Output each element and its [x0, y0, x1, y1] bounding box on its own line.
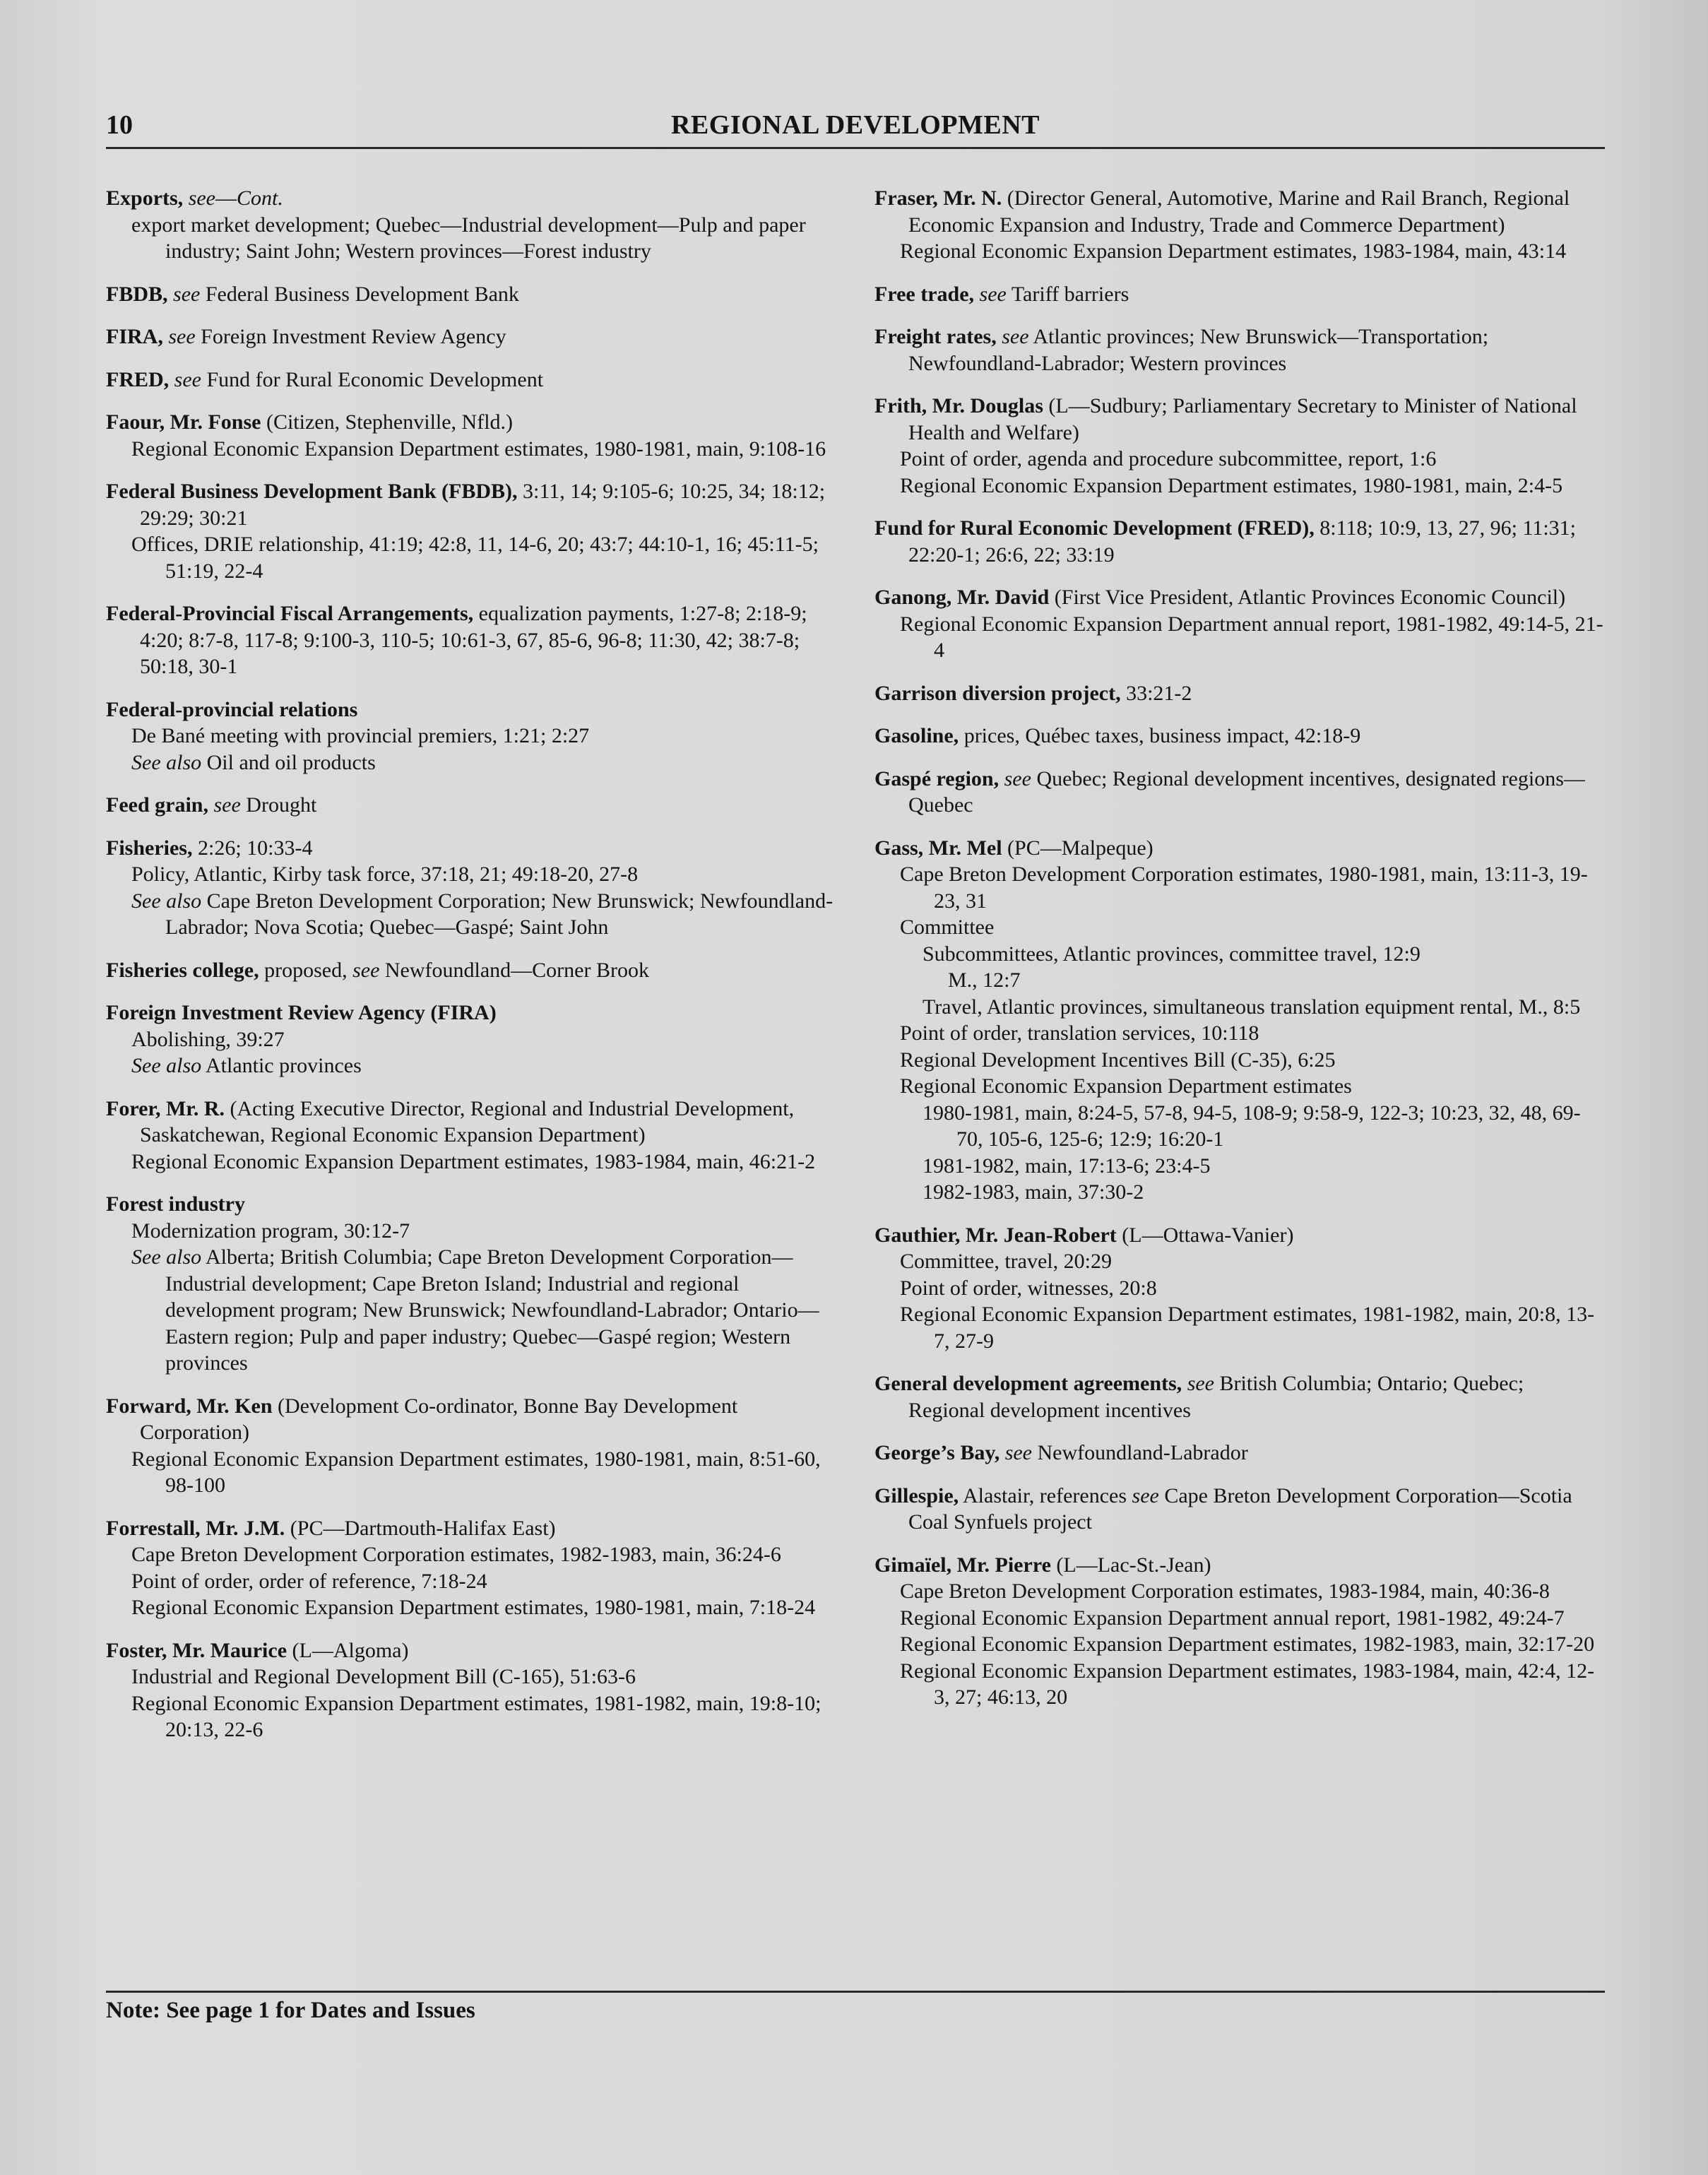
index-entry: [106, 1191, 841, 1377]
index-text: Newfoundland-Labrador: [1032, 1441, 1248, 1464]
index-heading: [106, 835, 841, 862]
index-text: Tariff barriers: [1006, 282, 1129, 306]
cross-reference-label: see: [173, 282, 201, 306]
index-heading: [874, 185, 1606, 238]
index-heading: [106, 478, 841, 531]
index-entry: [874, 835, 1606, 1206]
index-subentry: [106, 723, 841, 749]
index-entry: [874, 584, 1606, 664]
index-text: Newfoundland—Corner Brook: [379, 958, 649, 982]
cross-reference-label: See also: [131, 1054, 202, 1077]
index-term: George’s Bay,: [874, 1441, 1000, 1464]
index-heading: [106, 792, 841, 819]
index-heading: [874, 1552, 1606, 1579]
index-subentry: [106, 749, 841, 776]
index-heading: [874, 584, 1606, 611]
index-subentry: [106, 531, 841, 584]
index-entry: [874, 1222, 1606, 1355]
index-entry: [106, 1000, 841, 1079]
index-entry: [106, 281, 841, 308]
index-text: (L—Lac-St.-Jean): [1050, 1553, 1211, 1577]
index-text: (Director General, Automotive, Marine and Rail Branch, Regional Economic Expansion and Industry, Trade and Commerce Department): [908, 186, 1570, 237]
index-term: Federal-provincial relations: [106, 697, 358, 721]
index-heading: [106, 367, 841, 393]
index-heading: [106, 600, 841, 680]
index-entry: [106, 957, 841, 984]
index-heading: [874, 1483, 1606, 1536]
index-term: FIRA,: [106, 325, 163, 348]
index-text: Oil and oil products: [201, 750, 376, 774]
index-heading: [874, 723, 1606, 749]
index-entry: [106, 367, 841, 393]
index-subentry: [874, 861, 1606, 914]
index-term: Forer, Mr. R.: [106, 1096, 225, 1120]
index-text: Regional Economic Expansion Department annual report, 1981-1982, 49:24-7: [900, 1606, 1565, 1630]
index-text: [183, 186, 189, 210]
index-text: 1982-1983, main, 37:30-2: [923, 1180, 1144, 1204]
cross-reference-label: See also: [131, 1245, 202, 1269]
index-heading: [874, 766, 1606, 819]
index-entry: [874, 1483, 1606, 1536]
index-subentry: [874, 1658, 1606, 1711]
index-subentry: [874, 914, 1606, 941]
index-subentry: [106, 1026, 841, 1053]
index-text: (PC—Malpeque): [1002, 836, 1154, 860]
index-subentry: [874, 1631, 1606, 1658]
index-text: Regional Economic Expansion Department estimates, 1980-1981, main, 2:4-5: [900, 473, 1563, 497]
index-column-right: [874, 185, 1606, 1727]
index-text: British Columbia; Ontario; Quebec; Regional development incentives: [908, 1372, 1524, 1422]
index-entry: [106, 324, 841, 350]
index-term: Gasoline,: [874, 724, 959, 747]
index-subentry: [874, 994, 1606, 1021]
index-heading: [106, 324, 841, 350]
index-text: Cape Breton Development Corporation; New Brunswick; Newfoundland-Labrador; Nova Scotia; Quebec—Gaspé; Saint John: [165, 889, 834, 939]
index-text: 1981-1982, main, 17:13-6; 23:4-5: [923, 1154, 1211, 1178]
index-text: Abolishing, 39:27: [131, 1027, 285, 1051]
index-subentry: [874, 238, 1606, 265]
index-text: Regional Economic Expansion Department estimates, 1981-1982, main, 20:8, 13-7, 27-9: [900, 1303, 1595, 1353]
index-term: Forward, Mr. Ken: [106, 1394, 273, 1418]
index-heading: [874, 515, 1606, 568]
index-entry: [874, 1552, 1606, 1711]
index-subentry: [106, 1244, 841, 1377]
index-subentry: [106, 1690, 841, 1743]
cross-reference-label: see: [213, 793, 241, 817]
index-text: Point of order, agenda and procedure subcommittee, report, 1:6: [900, 447, 1437, 470]
index-text: Regional Economic Expansion Department estimates, 1983-1984, main, 42:4, 12-3, 27; 46:13, 20: [900, 1659, 1595, 1709]
index-text: [974, 283, 980, 306]
index-term: Forest industry: [106, 1192, 245, 1216]
index-text: Industrial and Regional Development Bill (C-165), 51:63-6: [131, 1665, 636, 1688]
index-text: Cape Breton Development Corporation estimates, 1982-1983, main, 36:24-6: [131, 1543, 781, 1566]
index-text: Cape Breton Development Corporation estimates, 1980-1981, main, 13:11-3, 19-23, 31: [900, 863, 1588, 913]
index-subentry: [874, 1073, 1606, 1100]
index-column-left: [106, 185, 841, 1760]
index-text: [1182, 1372, 1187, 1395]
index-subentry: [106, 1541, 841, 1568]
index-text: Fund for Rural Economic Development: [201, 367, 544, 391]
index-heading: [874, 1370, 1606, 1423]
index-heading: [106, 1393, 841, 1446]
index-subentry: [874, 1153, 1606, 1180]
index-subentry: [106, 1594, 841, 1621]
index-term: Faour, Mr. Fonse: [106, 410, 261, 434]
index-text: [169, 368, 174, 391]
index-text: Offices, DRIE relationship, 41:19; 42:8, 11, 14-6, 20; 43:7; 44:10-1, 16; 45:11-5; 51:19, 22-4: [131, 533, 819, 583]
index-text: Drought: [240, 793, 317, 817]
index-subentry: [106, 1053, 841, 1079]
index-text: (L—Sudbury; Parliamentary Secretary to Minister of National Health and Welfare): [908, 394, 1577, 444]
index-heading: [106, 1000, 841, 1026]
index-entry: [874, 1370, 1606, 1423]
index-text: Foreign Investment Review Agency: [195, 325, 506, 348]
index-subentry: [874, 1047, 1606, 1074]
cross-reference-label: see: [188, 186, 215, 210]
cross-reference-label: see: [1187, 1372, 1214, 1395]
index-entry: [106, 1096, 841, 1175]
index-entry: [106, 1637, 841, 1743]
index-subentry: [106, 212, 841, 265]
index-term: Fisheries college,: [106, 958, 259, 982]
index-subentry: [874, 1248, 1606, 1275]
index-heading: [874, 281, 1606, 308]
index-entry: [106, 478, 841, 584]
index-heading: [874, 835, 1606, 862]
page-header: [106, 109, 1605, 146]
index-text: prices, Québec taxes, business impact, 42:18-9: [959, 724, 1361, 747]
index-term: Gaspé region,: [874, 766, 1000, 790]
index-entry: [874, 281, 1606, 308]
index-term: Gimaïel, Mr. Pierre: [874, 1553, 1051, 1577]
cross-reference-label: see: [979, 282, 1007, 306]
index-heading: [106, 1096, 841, 1149]
index-text: (Citizen, Stephenville, Nfld.): [261, 410, 514, 434]
cross-reference-label: see: [1132, 1483, 1159, 1507]
index-heading: [106, 1637, 841, 1664]
index-text: Cape Breton Development Corporation—Scotia Coal Synfuels project: [908, 1483, 1572, 1534]
index-text: [999, 767, 1004, 790]
index-subentry: [106, 888, 841, 941]
index-entry: [106, 600, 841, 680]
index-entry: [106, 835, 841, 941]
index-heading: [874, 324, 1606, 377]
index-heading: [106, 697, 841, 723]
index-text: Atlantic provinces: [201, 1054, 362, 1077]
index-text: Policy, Atlantic, Kirby task force, 37:18, 21; 49:18-20, 27-8: [131, 863, 639, 886]
index-entry: [874, 393, 1606, 499]
index-text: (L—Ottawa-Vanier): [1116, 1223, 1294, 1247]
index-text: Committee: [900, 915, 995, 939]
cross-reference-label: See also: [131, 750, 202, 774]
header-rule: [106, 147, 1605, 149]
index-heading: [874, 1440, 1606, 1466]
index-term: Free trade,: [874, 282, 975, 306]
page-number: 10: [106, 110, 133, 140]
index-term: Fraser, Mr. N.: [874, 186, 1002, 210]
index-text: Modernization program, 30:12-7: [131, 1219, 410, 1243]
index-term: FBDB,: [106, 282, 168, 306]
cross-reference-label: Cont.: [237, 186, 283, 210]
index-text: proposed,: [259, 958, 353, 982]
index-text: —: [215, 186, 237, 210]
index-text: (Acting Executive Director, Regional and Industrial Development, Saskatchewan, Regional Economic Expansion Department): [140, 1096, 795, 1146]
index-text: [168, 283, 174, 306]
index-subentry: [874, 1275, 1606, 1302]
index-text: M., 12:7: [948, 968, 1021, 992]
index-subentry: [874, 1301, 1606, 1354]
index-subentry: [106, 1664, 841, 1690]
index-text: Regional Development Incentives Bill (C-35), 6:25: [900, 1048, 1336, 1072]
index-subentry: [106, 861, 841, 888]
index-heading: [106, 1191, 841, 1218]
index-subentry: [106, 1568, 841, 1595]
index-subentry: [874, 473, 1606, 499]
index-term: Foster, Mr. Maurice: [106, 1638, 287, 1662]
index-text: (PC—Dartmouth-Halifax East): [285, 1516, 556, 1540]
index-text: Quebec; Regional development incentives, designated regions—Quebec: [908, 766, 1585, 817]
running-title: REGIONAL DEVELOPMENT: [670, 110, 1040, 140]
index-heading: [106, 185, 841, 212]
index-subentry: [106, 436, 841, 463]
index-text: Alberta; British Columbia; Cape Breton Development Corporation—Industrial development; Cape Breton Island; Industrial and regional development program; New Brunswick; Newfoundland-Labrador; Ontario—Eastern region; Pulp and paper industry; Quebec—Gaspé region; Western provinces: [165, 1245, 819, 1375]
cross-reference-label: see: [1004, 766, 1031, 790]
index-term: Frith, Mr. Douglas: [874, 394, 1043, 417]
index-text: Regional Economic Expansion Department annual report, 1981-1982, 49:14-5, 21-4: [900, 612, 1603, 662]
index-term: Feed grain,: [106, 793, 208, 817]
index-subentry: [874, 1100, 1606, 1153]
index-text: (First Vice President, Atlantic Provinces Economic Council): [1049, 586, 1566, 609]
index-text: Regional Economic Expansion Department estimates, 1980-1981, main, 8:51-60, 98-100: [131, 1447, 821, 1497]
footer-rule: [106, 1991, 1605, 1993]
index-heading: [106, 957, 841, 984]
index-term: Exports,: [106, 186, 184, 210]
index-term: Gillespie,: [874, 1483, 959, 1507]
index-entry: [106, 697, 841, 776]
index-entry: [106, 792, 841, 819]
index-entry: [874, 723, 1606, 749]
index-text: 3:11, 14; 9:105-6; 10:25, 34; 18:12; 29:29; 30:21: [140, 480, 826, 530]
index-entry: [106, 409, 841, 462]
cross-reference-label: see: [1004, 1441, 1032, 1464]
index-text: 1980-1981, main, 8:24-5, 57-8, 94-5, 108-9; 9:58-9, 122-3; 10:23, 32, 48, 69-70, 105-6, 125-6; 12:9; 16:20-1: [923, 1101, 1581, 1151]
index-entry: [106, 185, 841, 265]
index-subentry: [874, 1179, 1606, 1206]
index-term: Federal-Provincial Fiscal Arrangements,: [106, 602, 474, 625]
index-text: Regional Economic Expansion Department estimates, 1981-1982, main, 19:8-10; 20:13, 22-6: [131, 1691, 822, 1741]
cross-reference-label: see: [168, 325, 196, 348]
index-term: Fund for Rural Economic Development (FRED),: [874, 516, 1315, 540]
index-text: Point of order, witnesses, 20:8: [900, 1276, 1157, 1300]
index-text: De Bané meeting with provincial premiers, 1:21; 2:27: [131, 724, 590, 747]
index-term: Forrestall, Mr. J.M.: [106, 1516, 285, 1540]
index-term: Foreign Investment Review Agency (FIRA): [106, 1001, 497, 1024]
index-term: Gauthier, Mr. Jean-Robert: [874, 1223, 1117, 1247]
index-text: export market development; Quebec—Industrial development—Pulp and paper industry; Saint John; Western provinces—Forest industry: [131, 213, 806, 263]
index-entry: [106, 1393, 841, 1499]
index-text: Regional Economic Expansion Department estimates, 1980-1981, main, 9:108-16: [131, 437, 826, 461]
index-heading: [874, 1222, 1606, 1249]
index-text: Travel, Atlantic provinces, simultaneous translation equipment rental, M., 8:5: [923, 995, 1581, 1019]
index-text: Subcommittees, Atlantic provinces, committee travel, 12:9: [923, 942, 1421, 966]
footer-note: Note: See page 1 for Dates and Issues: [106, 1998, 475, 2023]
index-heading: [874, 393, 1606, 446]
index-heading: [106, 409, 841, 436]
index-subentry: [874, 1605, 1606, 1632]
cross-reference-label: See also: [131, 889, 202, 913]
index-text: Atlantic provinces; New Brunswick—Transportation; Newfoundland-Labrador; Western provinces: [908, 325, 1489, 375]
index-text: 33:21-2: [1120, 681, 1192, 705]
cross-reference-label: see: [1002, 325, 1029, 348]
cross-reference-label: see: [174, 367, 201, 391]
index-text: Point of order, order of reference, 7:18-24: [131, 1569, 487, 1593]
index-text: Committee, travel, 20:29: [900, 1250, 1112, 1273]
index-text: Regional Economic Expansion Department estimates: [900, 1074, 1352, 1098]
index-text: Regional Economic Expansion Department estimates, 1980-1981, main, 7:18-24: [131, 1596, 816, 1619]
index-entry: [874, 185, 1606, 265]
index-entry: [106, 1515, 841, 1621]
index-text: 8:118; 10:9, 13, 27, 96; 11:31; 22:20-1; 26:6, 22; 33:19: [908, 516, 1577, 567]
index-text: equalization payments, 1:27-8; 2:18-9; 4:20; 8:7-8, 117-8; 9:100-3, 110-5; 10:61-3, 67, 85-6, 96-8; 11:30, 42; 38:7-8; 50:18, 30-1: [140, 602, 807, 678]
index-text: Cape Breton Development Corporation estimates, 1983-1984, main, 40:36-8: [900, 1580, 1550, 1603]
index-subentry: [106, 1149, 841, 1175]
index-term: FRED,: [106, 367, 170, 391]
index-term: Gass, Mr. Mel: [874, 836, 1002, 860]
index-text: Regional Economic Expansion Department estimates, 1983-1984, main, 46:21-2: [131, 1149, 816, 1173]
index-entry: [874, 766, 1606, 819]
index-text: [1000, 1441, 1005, 1464]
index-entry: [874, 515, 1606, 568]
index-subentry: [874, 1020, 1606, 1047]
index-heading: [106, 281, 841, 308]
index-text: 2:26; 10:33-4: [192, 836, 313, 860]
index-text: Point of order, translation services, 10:118: [900, 1021, 1259, 1045]
index-term: Fisheries,: [106, 836, 193, 860]
index-text: Regional Economic Expansion Department estimates, 1983-1984, main, 43:14: [900, 239, 1567, 263]
index-subentry: [874, 967, 1606, 994]
index-subentry: [874, 446, 1606, 473]
index-term: General development agreements,: [874, 1372, 1182, 1395]
index-subentry: [106, 1446, 841, 1499]
index-term: Freight rates,: [874, 325, 997, 348]
index-entry: [874, 324, 1606, 377]
index-subentry: [874, 611, 1606, 664]
cross-reference-label: see: [352, 958, 380, 982]
index-heading: [106, 1515, 841, 1542]
index-text: Federal Business Development Bank: [200, 282, 519, 306]
index-text: Regional Economic Expansion Department estimates, 1982-1983, main, 32:17-20: [900, 1632, 1595, 1656]
index-text: (L—Algoma): [287, 1638, 409, 1662]
index-text: (Development Co-ordinator, Bonne Bay Development Corporation): [140, 1394, 738, 1444]
index-term: Garrison diversion project,: [874, 681, 1121, 705]
index-heading: [874, 680, 1606, 707]
index-term: Federal Business Development Bank (FBDB),: [106, 480, 518, 503]
index-entry: [874, 680, 1606, 707]
index-subentry: [874, 941, 1606, 968]
index-entry: [874, 1440, 1606, 1466]
index-subentry: [106, 1218, 841, 1245]
index-subentry: [874, 1578, 1606, 1605]
index-text: Alastair, references: [959, 1483, 1132, 1507]
index-term: Ganong, Mr. David: [874, 586, 1050, 609]
